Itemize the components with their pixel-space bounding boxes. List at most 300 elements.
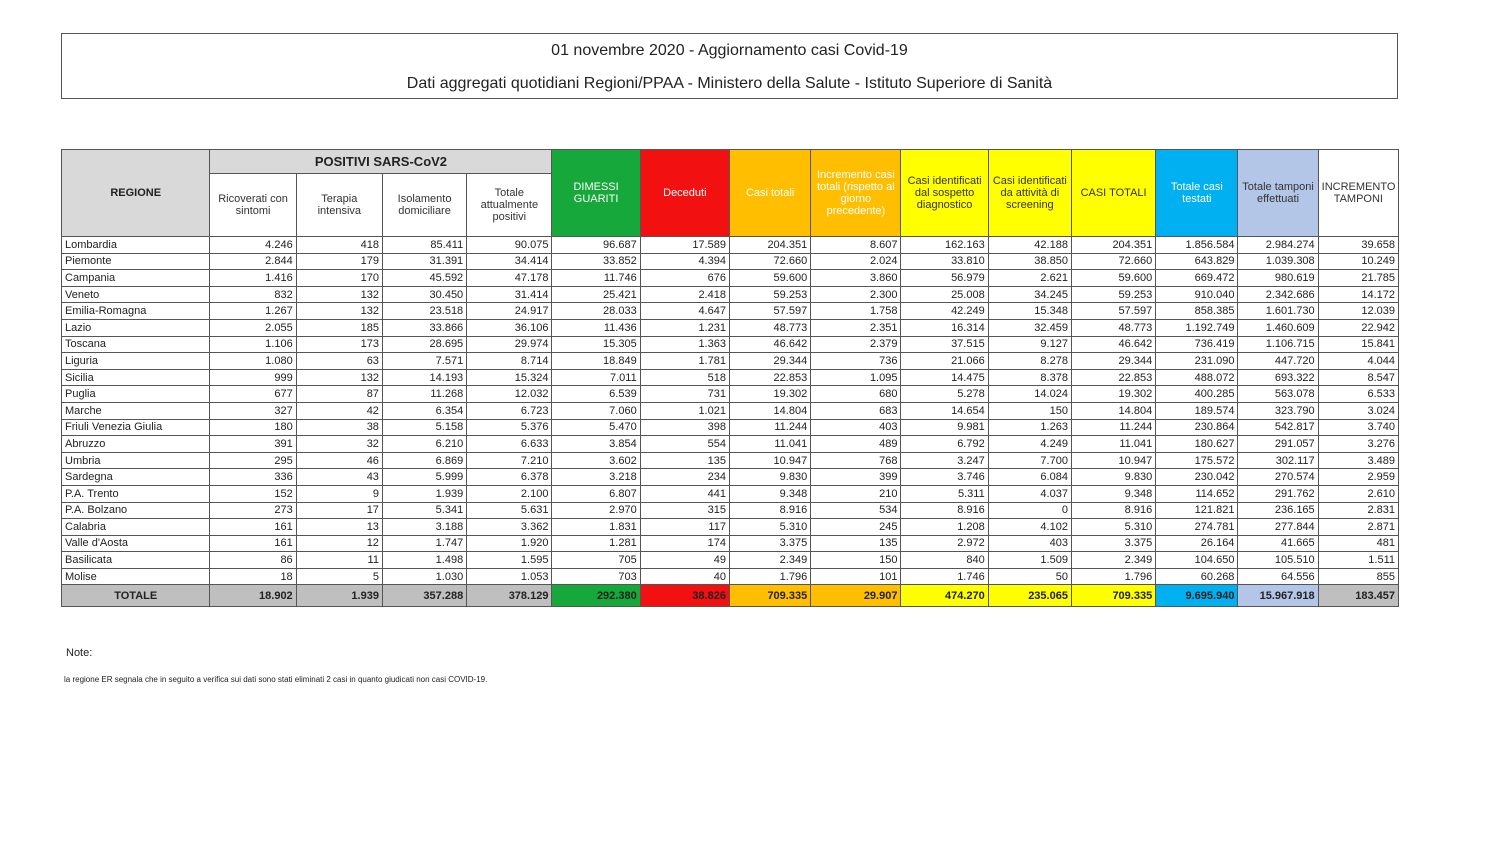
value-cell: 2.610: [1318, 485, 1398, 502]
value-cell: 563.078: [1238, 386, 1318, 403]
value-cell: 46: [296, 452, 382, 469]
region-name-cell: Sicilia: [62, 369, 210, 386]
value-cell: 1.030: [382, 568, 466, 585]
value-cell: 16.314: [901, 319, 988, 336]
table-row: [62, 270, 1399, 287]
totale-value-cell: 9.695.940: [1156, 585, 1238, 607]
value-cell: 17.589: [640, 237, 729, 254]
region-name-cell: Toscana: [62, 336, 210, 353]
value-cell: 2.418: [640, 286, 729, 303]
value-cell: 11.244: [729, 419, 810, 436]
value-cell: 13: [296, 519, 382, 536]
value-cell: 38.850: [988, 253, 1071, 270]
value-cell: 152: [210, 485, 296, 502]
totale-value-cell: 15.967.918: [1238, 585, 1318, 607]
value-cell: 15.348: [988, 303, 1071, 320]
value-cell: 391: [210, 436, 296, 453]
value-cell: 59.253: [1071, 286, 1155, 303]
value-cell: 5.158: [382, 419, 466, 436]
value-cell: 72.660: [729, 253, 810, 270]
value-cell: 180.627: [1156, 436, 1238, 453]
value-cell: 542.817: [1238, 419, 1318, 436]
value-cell: 8.714: [467, 353, 552, 370]
value-cell: 768: [811, 452, 901, 469]
value-cell: 25.421: [552, 286, 640, 303]
value-cell: 23.518: [382, 303, 466, 320]
value-cell: 14.475: [901, 369, 988, 386]
value-cell: 31.414: [467, 286, 552, 303]
value-cell: 4.037: [988, 485, 1071, 502]
value-cell: 56.979: [901, 270, 988, 287]
value-cell: 14.804: [1071, 402, 1155, 419]
value-cell: 2.970: [552, 502, 640, 519]
value-cell: 1.601.730: [1238, 303, 1318, 320]
value-cell: 2.871: [1318, 519, 1398, 536]
value-cell: 5.376: [467, 419, 552, 436]
value-cell: 150: [811, 552, 901, 569]
region-name-cell: Lombardia: [62, 237, 210, 254]
value-cell: 189.574: [1156, 402, 1238, 419]
region-name-cell: Molise: [62, 568, 210, 585]
value-cell: 15.305: [552, 336, 640, 353]
header-terapia: Terapia intensiva: [296, 174, 382, 237]
value-cell: 14.193: [382, 369, 466, 386]
value-cell: 534: [811, 502, 901, 519]
value-cell: 1.416: [210, 270, 296, 287]
value-cell: 6.633: [467, 436, 552, 453]
value-cell: 669.472: [1156, 270, 1238, 287]
value-cell: 135: [640, 452, 729, 469]
value-cell: 6.869: [382, 452, 466, 469]
value-cell: 2.300: [811, 286, 901, 303]
totale-value-cell: 235.065: [988, 585, 1071, 607]
value-cell: 7.700: [988, 452, 1071, 469]
value-cell: 7.060: [552, 402, 640, 419]
value-cell: 6.807: [552, 485, 640, 502]
table-row: [62, 237, 1399, 254]
value-cell: 9.127: [988, 336, 1071, 353]
totale-value-cell: 357.288: [382, 585, 466, 607]
value-cell: 302.117: [1238, 452, 1318, 469]
value-cell: 121.821: [1156, 502, 1238, 519]
value-cell: 210: [811, 485, 901, 502]
value-cell: 6.378: [467, 469, 552, 486]
value-cell: 162.163: [901, 237, 988, 254]
value-cell: 1.053: [467, 568, 552, 585]
value-cell: 22.942: [1318, 319, 1398, 336]
value-cell: 36.106: [467, 319, 552, 336]
value-cell: 270.574: [1238, 469, 1318, 486]
value-cell: 1.509: [988, 552, 1071, 569]
totale-label: TOTALE: [62, 585, 210, 607]
table-row: [62, 452, 1399, 469]
value-cell: 46.642: [1071, 336, 1155, 353]
value-cell: 1.746: [901, 568, 988, 585]
value-cell: 1.106.715: [1238, 336, 1318, 353]
value-cell: 1.920: [467, 535, 552, 552]
value-cell: 17: [296, 502, 382, 519]
value-cell: 1.939: [382, 485, 466, 502]
value-cell: 50: [988, 568, 1071, 585]
value-cell: 15.841: [1318, 336, 1398, 353]
table-row: [62, 436, 1399, 453]
value-cell: 9.348: [1071, 485, 1155, 502]
value-cell: 705: [552, 552, 640, 569]
table-row: [62, 353, 1399, 370]
region-name-cell: Emilia-Romagna: [62, 303, 210, 320]
value-cell: 398: [640, 419, 729, 436]
value-cell: 1.595: [467, 552, 552, 569]
value-cell: 5.999: [382, 469, 466, 486]
value-cell: 3.489: [1318, 452, 1398, 469]
region-name-cell: Friuli Venezia Giulia: [62, 419, 210, 436]
value-cell: 291.762: [1238, 485, 1318, 502]
value-cell: 1.208: [901, 519, 988, 536]
value-cell: 33.810: [901, 253, 988, 270]
table-row: [62, 502, 1399, 519]
value-cell: 24.917: [467, 303, 552, 320]
value-cell: 26.164: [1156, 535, 1238, 552]
value-cell: 10.947: [729, 452, 810, 469]
value-cell: 18.849: [552, 353, 640, 370]
value-cell: 42: [296, 402, 382, 419]
header-casi-totali-caps: CASI TOTALI: [1071, 150, 1155, 237]
value-cell: 8.278: [988, 353, 1071, 370]
value-cell: 8.378: [988, 369, 1071, 386]
value-cell: 34.414: [467, 253, 552, 270]
value-cell: 64.556: [1238, 568, 1318, 585]
value-cell: 1.363: [640, 336, 729, 353]
value-cell: 3.746: [901, 469, 988, 486]
value-cell: 2.342.686: [1238, 286, 1318, 303]
header-totale-positivi: Totale attualmente positivi: [467, 174, 552, 237]
table-row: [62, 303, 1399, 320]
region-name-cell: P.A. Trento: [62, 485, 210, 502]
value-cell: 3.602: [552, 452, 640, 469]
value-cell: 1.080: [210, 353, 296, 370]
value-cell: 5.470: [552, 419, 640, 436]
value-cell: 19.302: [729, 386, 810, 403]
table-row: [62, 402, 1399, 419]
value-cell: 5: [296, 568, 382, 585]
value-cell: 9.830: [729, 469, 810, 486]
value-cell: 21.066: [901, 353, 988, 370]
value-cell: 676: [640, 270, 729, 287]
value-cell: 150: [988, 402, 1071, 419]
value-cell: 2.349: [1071, 552, 1155, 569]
value-cell: 5.310: [1071, 519, 1155, 536]
value-cell: 399: [811, 469, 901, 486]
value-cell: 1.281: [552, 535, 640, 552]
value-cell: 57.597: [1071, 303, 1155, 320]
value-cell: 1.796: [1071, 568, 1155, 585]
region-name-cell: P.A. Bolzano: [62, 502, 210, 519]
value-cell: 489: [811, 436, 901, 453]
value-cell: 204.351: [1071, 237, 1155, 254]
value-cell: 85.411: [382, 237, 466, 254]
value-cell: 230.864: [1156, 419, 1238, 436]
table-row: [62, 568, 1399, 585]
value-cell: 11: [296, 552, 382, 569]
value-cell: 3.024: [1318, 402, 1398, 419]
value-cell: 1.231: [640, 319, 729, 336]
value-cell: 5.278: [901, 386, 988, 403]
value-cell: 135: [811, 535, 901, 552]
value-cell: 7.571: [382, 353, 466, 370]
value-cell: 295: [210, 452, 296, 469]
value-cell: 2.972: [901, 535, 988, 552]
value-cell: 481: [1318, 535, 1398, 552]
value-cell: 230.042: [1156, 469, 1238, 486]
value-cell: 49: [640, 552, 729, 569]
value-cell: 277.844: [1238, 519, 1318, 536]
value-cell: 18: [210, 568, 296, 585]
value-cell: 1.758: [811, 303, 901, 320]
value-cell: 1.263: [988, 419, 1071, 436]
table-row: [62, 336, 1399, 353]
value-cell: 245: [811, 519, 901, 536]
value-cell: 90.075: [467, 237, 552, 254]
value-cell: 30.450: [382, 286, 466, 303]
value-cell: 5.341: [382, 502, 466, 519]
region-name-cell: Umbria: [62, 452, 210, 469]
value-cell: 1.039.308: [1238, 253, 1318, 270]
value-cell: 7.210: [467, 452, 552, 469]
value-cell: 40: [640, 568, 729, 585]
value-cell: 105.510: [1238, 552, 1318, 569]
value-cell: 1.856.584: [1156, 237, 1238, 254]
value-cell: 4.249: [988, 436, 1071, 453]
covid-data-table: [61, 149, 1399, 607]
value-cell: 28.695: [382, 336, 466, 353]
value-cell: 643.829: [1156, 253, 1238, 270]
value-cell: 6.792: [901, 436, 988, 453]
value-cell: 554: [640, 436, 729, 453]
value-cell: 14.024: [988, 386, 1071, 403]
value-cell: 180: [210, 419, 296, 436]
value-cell: 234: [640, 469, 729, 486]
value-cell: 336: [210, 469, 296, 486]
value-cell: 703: [552, 568, 640, 585]
value-cell: 4.394: [640, 253, 729, 270]
header-casi-totali: Casi totali: [729, 150, 810, 237]
page-title: 01 novembre 2020 - Aggiornamento casi Covid-19: [551, 42, 908, 59]
value-cell: 0: [988, 502, 1071, 519]
value-cell: 9.981: [901, 419, 988, 436]
value-cell: 42.188: [988, 237, 1071, 254]
header-testati: Totale casi testati: [1156, 150, 1238, 237]
value-cell: 3.218: [552, 469, 640, 486]
region-name-cell: Calabria: [62, 519, 210, 536]
table-row: [62, 519, 1399, 536]
value-cell: 9: [296, 485, 382, 502]
value-cell: 204.351: [729, 237, 810, 254]
value-cell: 1.021: [640, 402, 729, 419]
table-row: [62, 485, 1399, 502]
value-cell: 3.362: [467, 519, 552, 536]
value-cell: 174: [640, 535, 729, 552]
value-cell: 101: [811, 568, 901, 585]
value-cell: 5.310: [729, 519, 810, 536]
region-name-cell: Marche: [62, 402, 210, 419]
header-sospetto: Casi identificati dal sospetto diagnostico: [901, 150, 988, 237]
value-cell: 1.831: [552, 519, 640, 536]
value-cell: 4.102: [988, 519, 1071, 536]
value-cell: 48.773: [729, 319, 810, 336]
value-cell: 6.723: [467, 402, 552, 419]
value-cell: 86: [210, 552, 296, 569]
table-row: [62, 535, 1399, 552]
value-cell: 11.268: [382, 386, 466, 403]
totale-value-cell: 183.457: [1318, 585, 1398, 607]
totale-value-cell: 292.380: [552, 585, 640, 607]
value-cell: 327: [210, 402, 296, 419]
value-cell: 2.351: [811, 319, 901, 336]
value-cell: 910.040: [1156, 286, 1238, 303]
value-cell: 72.660: [1071, 253, 1155, 270]
value-cell: 5.631: [467, 502, 552, 519]
value-cell: 14.654: [901, 402, 988, 419]
value-cell: 28.033: [552, 303, 640, 320]
value-cell: 19.302: [1071, 386, 1155, 403]
value-cell: 12.039: [1318, 303, 1398, 320]
value-cell: 48.773: [1071, 319, 1155, 336]
value-cell: 2.984.274: [1238, 237, 1318, 254]
value-cell: 9.830: [1071, 469, 1155, 486]
value-cell: 22.853: [1071, 369, 1155, 386]
value-cell: 488.072: [1156, 369, 1238, 386]
table-row: [62, 552, 1399, 569]
value-cell: 315: [640, 502, 729, 519]
value-cell: 132: [296, 286, 382, 303]
value-cell: 1.747: [382, 535, 466, 552]
totale-value-cell: 709.335: [1071, 585, 1155, 607]
header-positivi-group: POSITIVI SARS-CoV2: [210, 150, 552, 174]
value-cell: 683: [811, 402, 901, 419]
value-cell: 22.853: [729, 369, 810, 386]
value-cell: 42.249: [901, 303, 988, 320]
value-cell: 1.511: [1318, 552, 1398, 569]
value-cell: 400.285: [1156, 386, 1238, 403]
value-cell: 3.375: [729, 535, 810, 552]
value-cell: 1.781: [640, 353, 729, 370]
value-cell: 179: [296, 253, 382, 270]
notes-label: Note:: [66, 647, 93, 659]
value-cell: 14.804: [729, 402, 810, 419]
region-name-cell: Lazio: [62, 319, 210, 336]
value-cell: 8.607: [811, 237, 901, 254]
totale-value-cell: 18.902: [210, 585, 296, 607]
header-deceduti: Deceduti: [640, 150, 729, 237]
value-cell: 6.533: [1318, 386, 1398, 403]
value-cell: 441: [640, 485, 729, 502]
value-cell: 132: [296, 369, 382, 386]
value-cell: 447.720: [1238, 353, 1318, 370]
region-name-cell: Valle d'Aosta: [62, 535, 210, 552]
table-row: [62, 286, 1399, 303]
value-cell: 87: [296, 386, 382, 403]
value-cell: 34.245: [988, 286, 1071, 303]
value-cell: 6.354: [382, 402, 466, 419]
value-cell: 858.385: [1156, 303, 1238, 320]
value-cell: 11.436: [552, 319, 640, 336]
value-cell: 274.781: [1156, 519, 1238, 536]
value-cell: 7.011: [552, 369, 640, 386]
value-cell: 132: [296, 303, 382, 320]
value-cell: 2.621: [988, 270, 1071, 287]
value-cell: 4.044: [1318, 353, 1398, 370]
region-name-cell: Basilicata: [62, 552, 210, 569]
value-cell: 731: [640, 386, 729, 403]
value-cell: 5.311: [901, 485, 988, 502]
title-box: [61, 33, 1398, 99]
value-cell: 45.592: [382, 270, 466, 287]
value-cell: 980.619: [1238, 270, 1318, 287]
value-cell: 175.572: [1156, 452, 1238, 469]
value-cell: 104.650: [1156, 552, 1238, 569]
value-cell: 3.247: [901, 452, 988, 469]
value-cell: 236.165: [1238, 502, 1318, 519]
value-cell: 693.322: [1238, 369, 1318, 386]
header-tamponi: Totale tamponi effettuati: [1238, 150, 1318, 237]
value-cell: 32.459: [988, 319, 1071, 336]
value-cell: 3.276: [1318, 436, 1398, 453]
value-cell: 33.852: [552, 253, 640, 270]
table-row: [62, 253, 1399, 270]
totale-value-cell: 1.939: [296, 585, 382, 607]
value-cell: 59.600: [1071, 270, 1155, 287]
value-cell: 161: [210, 519, 296, 536]
value-cell: 2.055: [210, 319, 296, 336]
value-cell: 231.090: [1156, 353, 1238, 370]
value-cell: 60.268: [1156, 568, 1238, 585]
value-cell: 8.547: [1318, 369, 1398, 386]
value-cell: 6.084: [988, 469, 1071, 486]
value-cell: 43: [296, 469, 382, 486]
value-cell: 39.658: [1318, 237, 1398, 254]
value-cell: 3.375: [1071, 535, 1155, 552]
value-cell: 6.210: [382, 436, 466, 453]
value-cell: 10.947: [1071, 452, 1155, 469]
page-subtitle: Dati aggregati quotidiani Regioni/PPAA - Ministero della Salute - Istituto Superiore di Sanità: [406, 75, 1053, 92]
region-name-cell: Sardegna: [62, 469, 210, 486]
notes-text: la regione ER segnala che in seguito a verifica sui dati sono stati eliminati 2 casi in quanto giudicati non casi COVID-19.: [64, 675, 488, 684]
value-cell: 114.652: [1156, 485, 1238, 502]
region-name-cell: Abruzzo: [62, 436, 210, 453]
value-cell: 11.041: [1071, 436, 1155, 453]
totale-value-cell: 474.270: [901, 585, 988, 607]
value-cell: 1.498: [382, 552, 466, 569]
value-cell: 403: [988, 535, 1071, 552]
value-cell: 161: [210, 535, 296, 552]
value-cell: 2.024: [811, 253, 901, 270]
value-cell: 14.172: [1318, 286, 1398, 303]
value-cell: 6.539: [552, 386, 640, 403]
value-cell: 273: [210, 502, 296, 519]
header-ricoverati: Ricoverati con sintomi: [210, 174, 296, 237]
value-cell: 2.831: [1318, 502, 1398, 519]
value-cell: 15.324: [467, 369, 552, 386]
value-cell: 2.959: [1318, 469, 1398, 486]
value-cell: 1.796: [729, 568, 810, 585]
value-cell: 418: [296, 237, 382, 254]
value-cell: 677: [210, 386, 296, 403]
value-cell: 2.844: [210, 253, 296, 270]
value-cell: 3.740: [1318, 419, 1398, 436]
value-cell: 3.854: [552, 436, 640, 453]
value-cell: 37.515: [901, 336, 988, 353]
header-incremento-tamponi: INCREMENTO TAMPONI: [1318, 150, 1398, 237]
